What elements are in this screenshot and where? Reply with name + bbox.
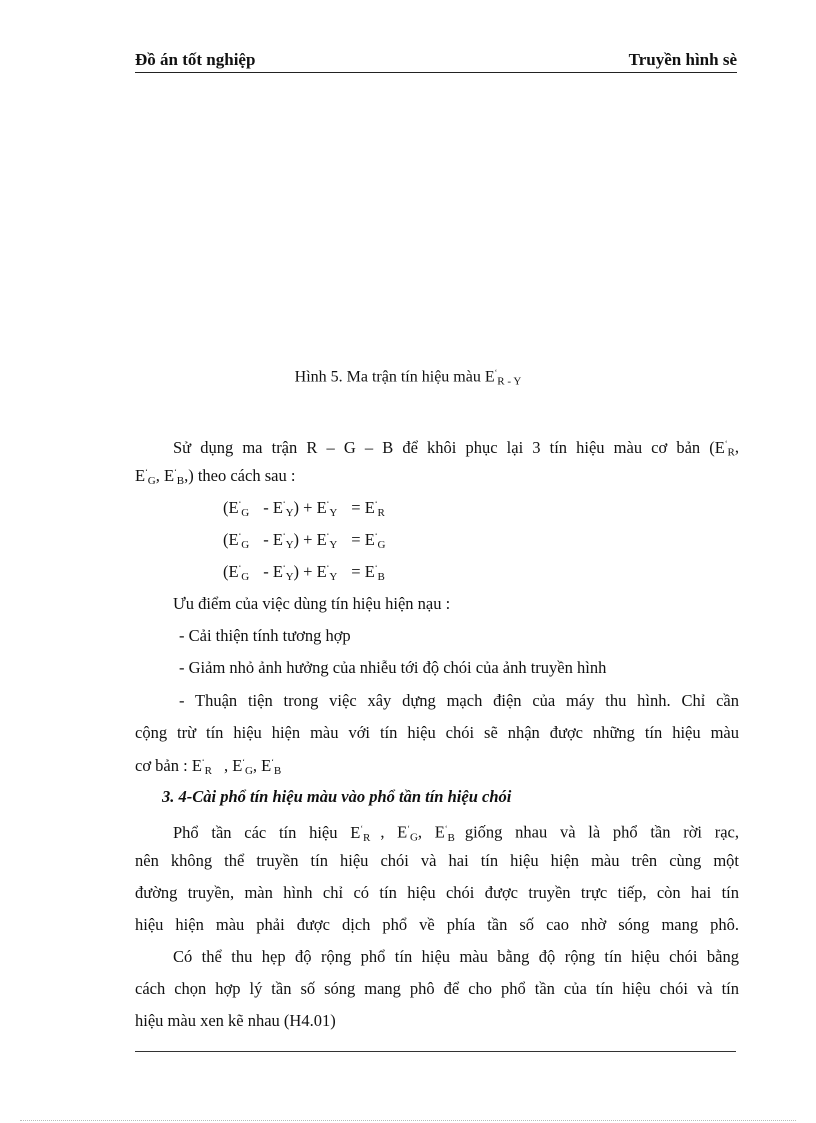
- advantage-item-2: - Giảm nhỏ ảnh hưởng của nhiễu tới độ chói của ảnh truyền hình: [179, 658, 607, 677]
- page-edge: [20, 1120, 796, 1121]
- equation-2: $(E^‘_G - E^‘_Y) + E^‘_Y = E^‘_G$: [223, 530, 386, 551]
- equation-1: $(E^‘_G - E^‘_Y) + E^‘_Y = E^‘_R$: [223, 498, 385, 519]
- paragraph-narrow-line3: hiệu màu xen kẽ nhau (H4.01): [135, 1011, 336, 1030]
- header-title-right: Truyền hình sè: [628, 50, 737, 69]
- paragraph-narrow-line1: Có thể thu hẹp độ rộng phổ tín hiệu màu bằng độ rộng tín hiệu chói bằng: [173, 947, 739, 966]
- paragraph-narrow-line2: cách chọn hợp lý tần số sóng mang phô để cho phổ tần của tín hiệu chói và tín: [135, 979, 739, 998]
- advantages-intro: Ưu điểm của việc dùng tín hiệu hiện nạu :: [173, 594, 451, 613]
- advantage-item-3-line1: - Thuận tiện trong việc xây dựng mạch điện của máy thu hình. Chỉ cần: [179, 691, 739, 710]
- paragraph-spectrum-line4: hiệu hiện màu phải được dịch phổ về phía tần số cao nhờ sóng mang phô.: [135, 915, 739, 934]
- paragraph-spectrum-line2: nên không thể truyền tín hiệu chói và hai tín hiệu hiện màu trên cùng một: [135, 851, 739, 870]
- header-title-left: Đồ án tốt nghiệp: [135, 50, 256, 69]
- paragraph-matrix-line2: $E^‘_G$, $E^‘_B$,) theo cách sau :: [135, 466, 296, 487]
- advantage-item-1: - Cải thiện tính tương hợp: [179, 626, 351, 645]
- figure-caption: Hình 5. Ma trận tín hiệu màu $E^‘_{R - Y}$: [294, 368, 522, 388]
- paragraph-spectrum-line1: Phổ tần các tín hiệu $E^‘_R$ , $E^‘_G$, $E^‘_B$ giống nhau và là phổ tần rời rạc,: [173, 822, 739, 844]
- equation-3: $(E^‘_G - E^‘_Y) + E^‘_Y = E^‘_B$: [223, 562, 385, 583]
- footer-rule: [135, 1051, 736, 1052]
- paragraph-spectrum-line3: đường truyền, màn hình chỉ có tín hiệu chói được truyền trực tiếp, còn hai tín: [135, 883, 739, 902]
- page-header: [135, 48, 737, 73]
- paragraph-matrix-line1: Sử dụng ma trận R – G – B để khôi phục lại 3 tín hiệu màu cơ bản ($E^‘_R$,: [173, 437, 739, 459]
- advantage-item-3-line3: cơ bản : $E^‘_R$ , $E^‘_G$, $E^‘_B$: [135, 756, 282, 777]
- advantage-item-3-line2: cộng trừ tín hiệu hiện màu với tín hiệu chói sẽ nhận được những tín hiệu màu: [135, 723, 739, 742]
- section-heading: 3. 4-Cài phổ tín hiệu màu vào phổ tần tín hiệu chói: [162, 787, 512, 806]
